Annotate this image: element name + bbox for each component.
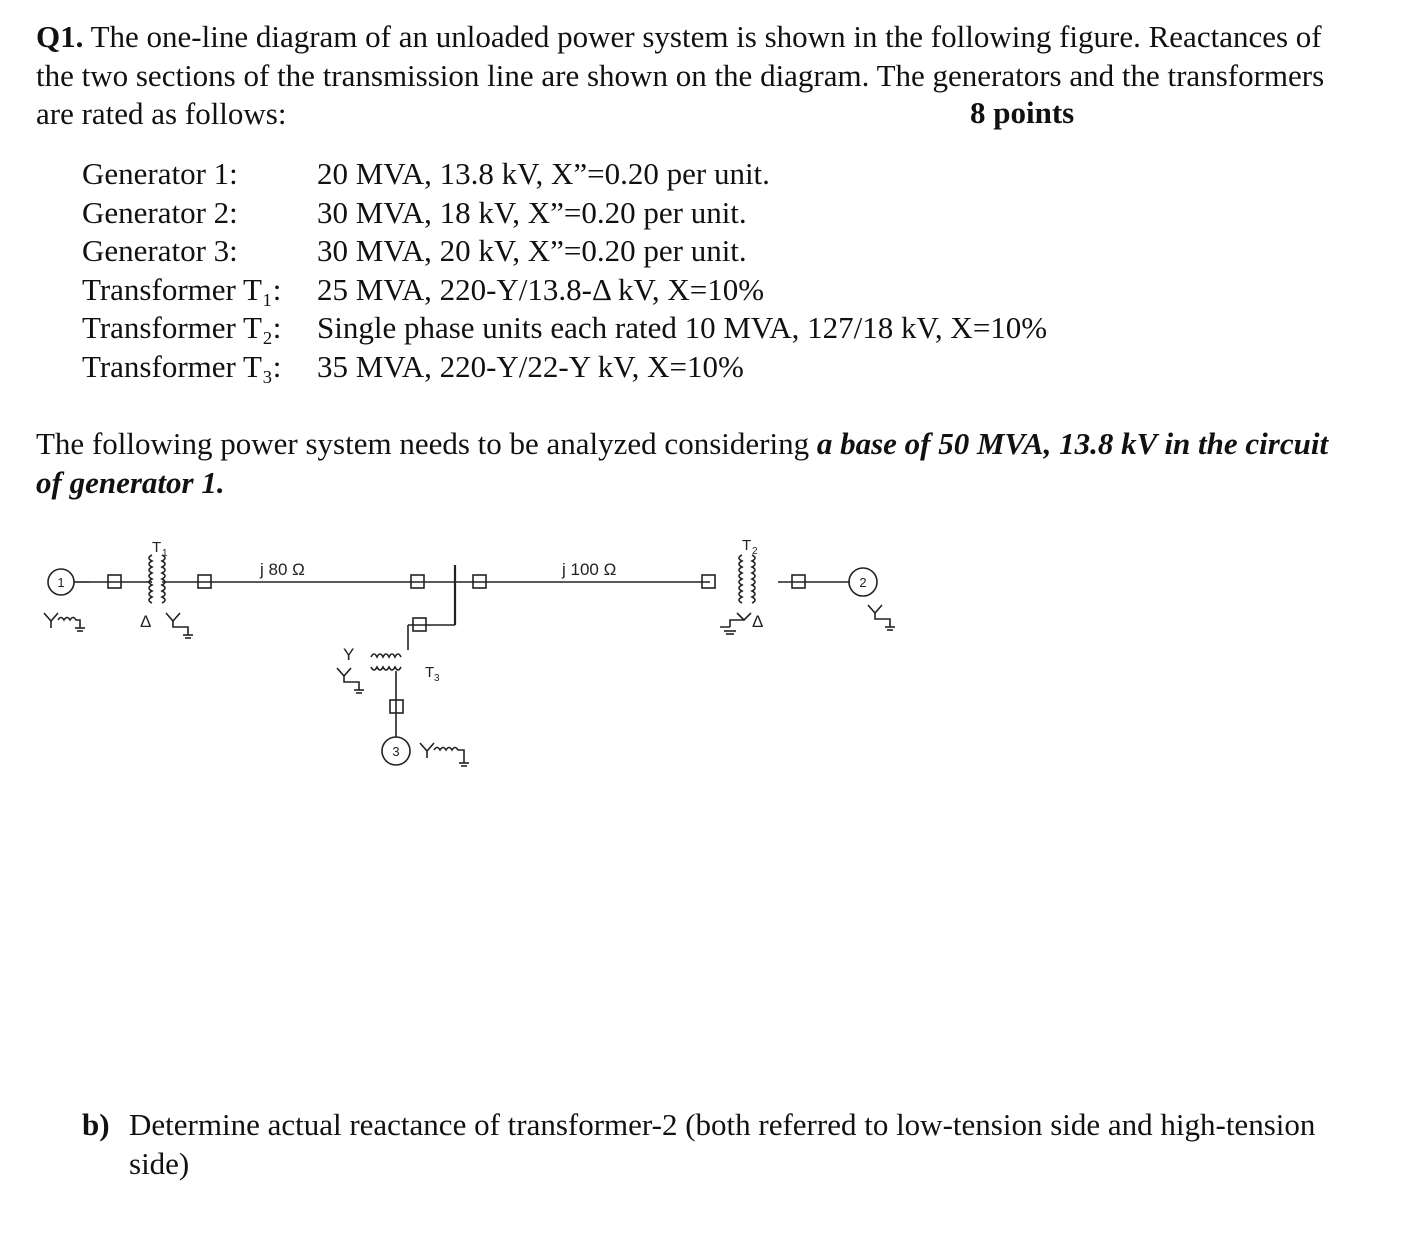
t2-delta-symbol: Δ xyxy=(752,612,764,631)
rating-value: 30 MVA, 20 kV, X”=0.20 per unit. xyxy=(317,233,747,268)
ratings-table xyxy=(82,155,1047,386)
rating-row xyxy=(82,309,1047,348)
rating-row xyxy=(82,194,1047,233)
rating-label: Transformer T₃: xyxy=(82,348,282,384)
t2-label: T xyxy=(742,537,752,554)
diagram-svg xyxy=(30,525,910,785)
part-b-tag: b) xyxy=(82,1107,110,1142)
t3-wye-symbol: Y xyxy=(343,645,355,664)
rating-label: Generator 1: xyxy=(82,156,238,191)
question-intro xyxy=(36,18,1336,134)
part-b xyxy=(82,1106,1342,1183)
one-line-diagram xyxy=(30,525,910,785)
generator-3-label: 3 xyxy=(392,744,400,759)
t2-subscript: 2 xyxy=(752,546,758,557)
rating-row xyxy=(82,271,1047,310)
base-prefix: The following power system needs to be analyzed considering xyxy=(36,426,817,461)
rating-row xyxy=(82,232,1047,271)
t1-subscript: 1 xyxy=(162,548,168,559)
t3-winding-bottom xyxy=(371,667,401,670)
generator-1-label: 1 xyxy=(57,575,65,590)
rating-label: Transformer T₁: xyxy=(82,271,282,307)
line-2-reactance: j 100 Ω xyxy=(562,560,617,579)
line-1-reactance: j 80 Ω xyxy=(260,560,305,579)
generator-2-label: 2 xyxy=(859,575,867,590)
t1-delta-symbol: Δ xyxy=(140,612,152,631)
t2-winding-right xyxy=(752,555,755,603)
part-b-text: Determine actual reactance of transformer-2 (both referred to low-tension side and high-tension side) xyxy=(129,1107,1316,1181)
question-number: Q1. xyxy=(36,19,84,54)
rating-value: 35 MVA, 220-Y/22-Y kV, X=10% xyxy=(317,348,744,384)
wye-icon xyxy=(420,743,434,758)
rating-value: 20 MVA, 13.8 kV, X”=0.20 per unit. xyxy=(317,156,770,191)
ground-resistor-icon xyxy=(58,618,80,629)
question-text: The one-line diagram of an unloaded power system is shown in the following figure. Reactances of the two sections of the transmission line are shown on the diagram. The generators and the transformers are rated as follows: xyxy=(36,19,1325,131)
rating-value: 25 MVA, 220-Y/13.8-Δ kV, X=10% xyxy=(317,271,765,307)
t2-winding-left xyxy=(739,555,742,603)
t1-winding-right xyxy=(162,555,165,603)
gen2-wye-ground-icon xyxy=(868,605,890,627)
ground-resistor-icon xyxy=(434,748,464,764)
rating-row xyxy=(82,155,1047,194)
t3-wye-ground-icon xyxy=(337,668,359,690)
base-statement xyxy=(36,425,1346,502)
rating-label: Transformer T₂: xyxy=(82,310,282,345)
t2-wye-ground-icon xyxy=(720,613,751,627)
t3-subscript: 3 xyxy=(434,673,440,684)
rating-label: Generator 2: xyxy=(82,194,238,230)
t1-winding-left xyxy=(149,555,152,603)
wye-icon xyxy=(44,613,58,628)
t3-winding-top xyxy=(371,654,401,657)
t1-label: T xyxy=(152,539,162,556)
t1-wye-ground-icon xyxy=(166,613,188,635)
rating-row xyxy=(82,348,1047,387)
t3-label: T xyxy=(425,664,435,681)
rating-value: 30 MVA, 18 kV, X”=0.20 per unit. xyxy=(317,194,747,230)
rating-label: Generator 3: xyxy=(82,233,238,268)
base-emphasis: a base of 50 MVA, 13.8 kV in the circuit of generator 1. xyxy=(36,426,1329,500)
points-label: 8 points xyxy=(970,95,1075,130)
rating-value: Single phase units each rated 10 MVA, 127/18 kV, X=10% xyxy=(317,310,1048,345)
